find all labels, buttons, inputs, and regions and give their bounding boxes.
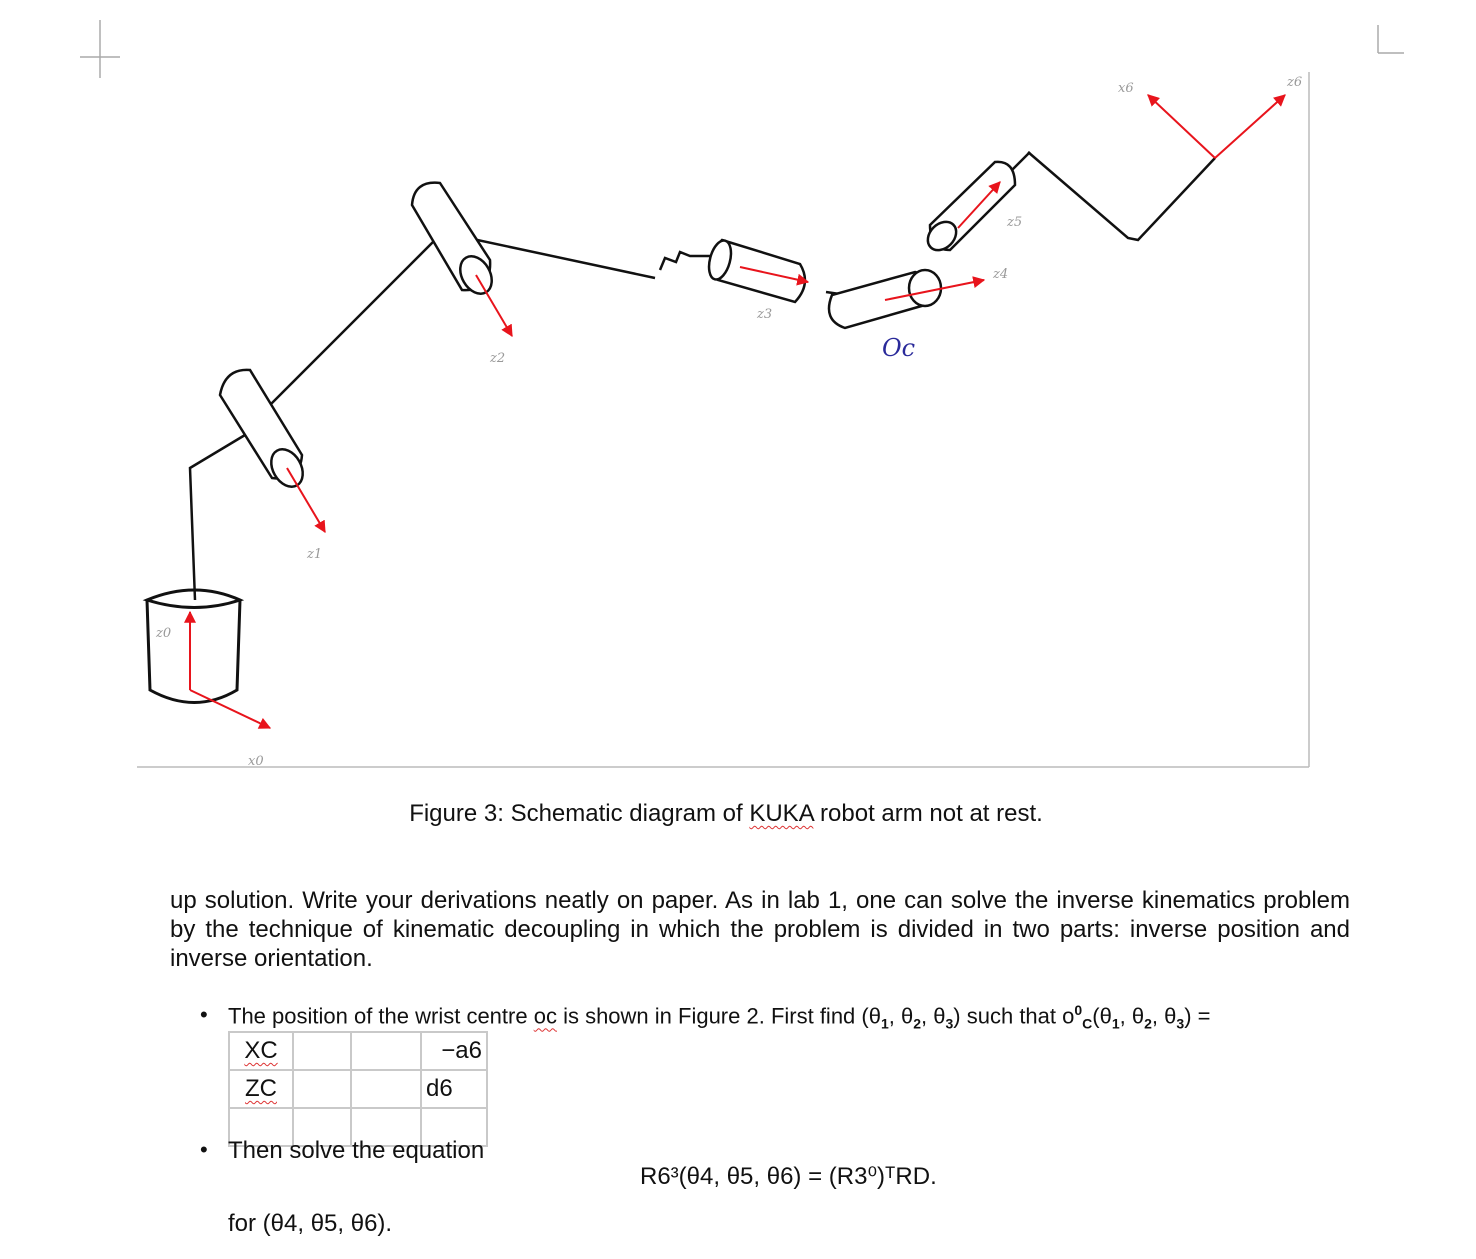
joint-1-cylinder — [220, 370, 309, 492]
z2-label: z2 — [490, 351, 506, 366]
orientation-equation: R6³(θ4, θ5, θ6) = (R3⁰)ᵀRD. — [640, 1163, 937, 1190]
caption-prefix: Figure 3: Schematic diagram of — [409, 800, 750, 827]
matrix-zc: ZC — [245, 1075, 277, 1102]
matrix-neg-a6: −a6 — [441, 1037, 482, 1064]
matrix-d6: d6 — [426, 1075, 453, 1102]
for-theta-line: for (θ4, θ5, θ6). — [228, 1210, 393, 1237]
z2-arrow — [476, 275, 512, 336]
x6-arrow — [1148, 95, 1215, 158]
z3-label: z3 — [757, 307, 773, 322]
z6-label: z6 — [1287, 75, 1303, 90]
x0-label: x0 — [248, 754, 264, 769]
position-matrix — [228, 1031, 488, 1147]
figure-caption — [0, 800, 1452, 828]
caption-suffix: robot arm not at rest. — [813, 800, 1043, 827]
z6-arrow — [1215, 95, 1285, 158]
z0-label: z0 — [156, 626, 172, 641]
wrist-centre-ref: oc — [533, 1003, 557, 1029]
wrist-centre-label: Oc — [882, 334, 916, 362]
bullet-1: • The position of the wrist centre oc is shown in Figure 2. First find ($\theta_1$, $\theta_2$, $\theta_3$) such that $o^0_C(\theta_1$, $\theta_2$, $\theta_3$) = — [200, 1002, 1211, 1032]
x0-arrow — [190, 690, 270, 728]
x6-label: x6 — [1118, 81, 1134, 96]
matrix-xc: XC — [244, 1037, 278, 1064]
page-corner-mark-left — [80, 20, 120, 78]
joint-5-cylinder — [922, 162, 1015, 256]
robot-base — [147, 590, 240, 703]
z5-label: z5 — [1007, 215, 1023, 230]
body-paragraph: up solution. Write your derivations neatly on paper. As in lab 1, one can solve the inverse kinematics problem by the technique of kinematic decoupling in which the problem is divided in two parts: inverse position and inverse orientation. — [170, 887, 1350, 972]
robot-links — [190, 152, 1215, 600]
bullet-2: • Then solve the equation — [200, 1137, 485, 1164]
axis-arrows — [190, 95, 1285, 728]
page-corner-mark-right — [1378, 25, 1404, 53]
z1-arrow — [287, 468, 325, 532]
z1-label: z1 — [307, 547, 323, 562]
caption-kuka: KUKA — [749, 800, 814, 827]
z4-label: z4 — [993, 267, 1009, 282]
